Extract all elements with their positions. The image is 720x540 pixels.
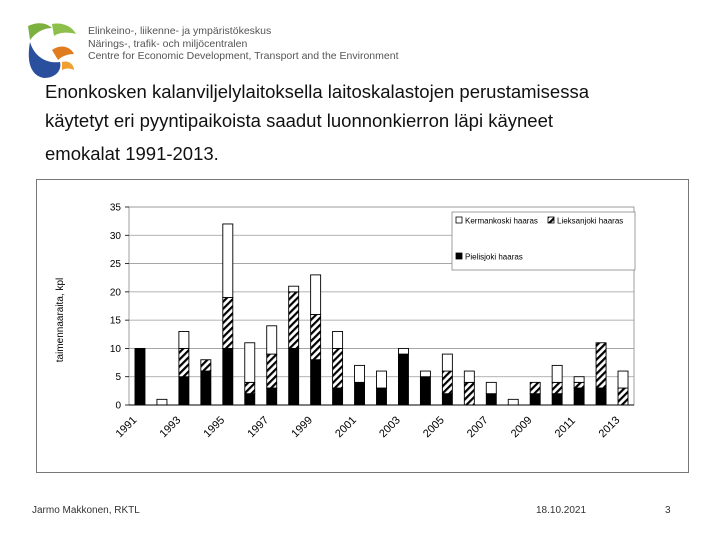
bar-lieksanjoki <box>267 354 277 388</box>
bar-lieksanjoki <box>245 382 255 393</box>
bar-kermankoski <box>442 354 452 371</box>
bar-pielisjoki <box>552 394 562 405</box>
bar-pielisjoki <box>223 348 233 405</box>
y-axis-label: taimennaaraita, kpl <box>55 277 66 363</box>
bar-lieksanjoki <box>464 382 474 405</box>
bar-kermankoski <box>289 286 299 292</box>
footer-page-number: 3 <box>665 505 671 516</box>
x-tick-label: 2005 <box>421 414 447 441</box>
bar-lieksanjoki <box>289 292 299 349</box>
org-line-sv: Närings-, trafik- och miljöcentralen <box>88 37 248 50</box>
bar-pielisjoki <box>574 388 584 405</box>
bar-kermankoski <box>377 371 387 388</box>
bar-pielisjoki <box>267 388 277 405</box>
legend-swatch <box>548 217 554 223</box>
bar-pielisjoki <box>135 348 145 405</box>
legend-swatch <box>456 217 462 223</box>
title-line-3: emokalat 1991-2013. <box>45 143 219 164</box>
y-tick-label: 0 <box>115 400 121 412</box>
bar-kermankoski <box>157 399 167 405</box>
bar-pielisjoki <box>179 377 189 405</box>
x-tick-label: 1995 <box>201 414 228 441</box>
y-tick-label: 35 <box>109 202 121 214</box>
bar-kermankoski <box>508 399 518 405</box>
bar-kermankoski <box>267 326 277 354</box>
bar-pielisjoki <box>311 360 321 405</box>
bar-pielisjoki <box>333 388 343 405</box>
x-tick-label: 2013 <box>596 414 623 441</box>
y-tick-label: 5 <box>115 372 121 384</box>
bar-kermankoski <box>486 382 496 393</box>
bar-lieksanjoki <box>442 371 452 394</box>
bar-pielisjoki <box>245 394 255 405</box>
y-tick-label: 10 <box>109 343 121 355</box>
bar-lieksanjoki <box>311 314 321 359</box>
x-tick-label: 1991 <box>113 414 140 441</box>
title-line-2: käytetyt eri pyyntipaikoista saadut luonnonkierron läpi käyneet <box>45 110 554 131</box>
y-tick-label: 30 <box>109 230 121 242</box>
x-tick-label: 2011 <box>552 414 578 441</box>
bar-kermankoski <box>223 224 233 298</box>
footer-author: Jarmo Makkonen, RKTL <box>32 505 140 516</box>
bar-lieksanjoki <box>552 382 562 393</box>
org-line-en: Centre for Economic Development, Transport and the Environment <box>88 50 399 63</box>
legend-label: Pielisjoki haaras <box>465 252 523 262</box>
x-tick-label: 2003 <box>377 414 403 441</box>
bar-pielisjoki <box>442 394 452 405</box>
bar-lieksanjoki <box>333 348 343 388</box>
bar-lieksanjoki <box>223 298 233 349</box>
bar-lieksanjoki <box>201 360 211 371</box>
bar-pielisjoki <box>398 354 408 405</box>
x-tick-label: 1999 <box>289 414 316 441</box>
bar-lieksanjoki <box>596 343 606 388</box>
bar-kermankoski <box>333 331 343 348</box>
bar-kermankoski <box>179 331 189 348</box>
y-tick-label: 20 <box>109 287 121 299</box>
bar-kermankoski <box>420 371 430 377</box>
bar-pielisjoki <box>289 348 299 405</box>
x-tick-label: 2009 <box>508 414 535 441</box>
x-tick-label: 2007 <box>464 414 491 441</box>
bar-pielisjoki <box>355 382 365 405</box>
x-tick-label: 1997 <box>245 414 272 441</box>
bar-kermankoski <box>552 365 562 382</box>
bar-lieksanjoki <box>530 382 540 393</box>
bar-pielisjoki <box>530 394 540 405</box>
bar-kermankoski <box>398 348 408 354</box>
bar-lieksanjoki <box>618 388 628 405</box>
bar-kermankoski <box>311 275 321 315</box>
title-line-1: Enonkosken kalanviljelylaitoksella laitoskalastojen perustamisessa <box>45 81 589 102</box>
bar-kermankoski <box>618 371 628 388</box>
x-tick-label: 2001 <box>333 414 359 441</box>
bar-pielisjoki <box>596 388 606 405</box>
bar-kermankoski <box>355 365 365 382</box>
legend-label: Lieksanjoki haaras <box>557 216 624 226</box>
legend-swatch <box>456 253 462 259</box>
bar-pielisjoki <box>201 371 211 405</box>
bar-lieksanjoki <box>179 348 189 376</box>
footer-date: 18.10.2021 <box>536 505 587 516</box>
y-tick-label: 15 <box>109 315 121 327</box>
org-line-fi: Elinkeino-, liikenne- ja ympäristökeskus <box>88 25 272 37</box>
bar-lieksanjoki <box>574 382 584 388</box>
bar-pielisjoki <box>377 388 387 405</box>
y-tick-label: 25 <box>109 259 121 271</box>
bar-pielisjoki <box>486 394 496 405</box>
bar-pielisjoki <box>420 377 430 405</box>
bar-kermankoski <box>574 377 584 383</box>
bar-kermankoski <box>245 343 255 383</box>
x-tick-label: 1993 <box>157 414 184 441</box>
legend-label: Kermankoski haaras <box>465 216 538 226</box>
bar-kermankoski <box>464 371 474 382</box>
